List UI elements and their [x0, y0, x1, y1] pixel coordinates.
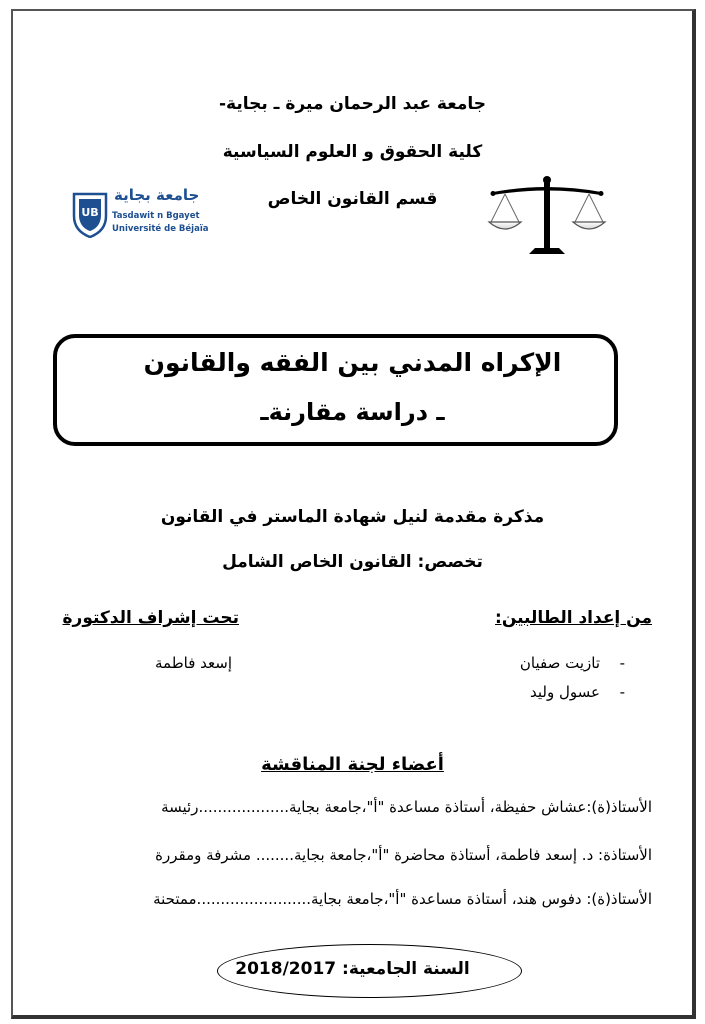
thesis-subtitle: ـ دراسة مقارنةـ: [260, 398, 445, 426]
committee-heading: أعضاء لجنة المناقشة: [261, 754, 444, 775]
svg-text:UB: UB: [81, 206, 99, 219]
supervisor-name: إسعد فاطمة: [154, 654, 232, 672]
committee-member: الأستاذة: د. إسعد فاطمة، أستاذة محاضرة "أ"،جامعة بجاية........ مشرفة ومقررة: [155, 846, 652, 864]
committee-member: الأستاذ(ة):عشاش حفيظة، أستاذة مساعدة "أ"،جامعة بجاية...................رئيسة: [161, 798, 652, 816]
student-bullet: -: [619, 654, 625, 672]
thesis-title: الإكراه المدني بين الفقه والقانون: [143, 348, 562, 377]
students-heading: من إعداد الطالبين:: [495, 608, 652, 628]
logo-arabic-text: جامعة بجاية: [114, 186, 200, 204]
department-name: قسم القانون الخاص: [267, 189, 438, 209]
university-name: جامعة عبد الرحمان ميرة ـ بجاية-: [218, 94, 486, 114]
university-shield-icon: [70, 190, 110, 238]
academic-year: السنة الجامعية: 2018/2017: [235, 959, 470, 979]
scales-of-justice-icon: [485, 174, 610, 259]
student-bullet: -: [619, 683, 625, 701]
university-logo: [70, 186, 209, 244]
thesis-purpose: مذكرة مقدمة لنيل شهادة الماستر في القانون: [160, 507, 545, 527]
supervisor-heading: تحت إشراف الدكتورة: [62, 608, 239, 628]
logo-line1: Tasdawit n Bgayet: [112, 211, 200, 221]
student-name: تازيت صفيان: [519, 654, 600, 672]
faculty-name: كلية الحقوق و العلوم السياسية: [222, 142, 483, 162]
committee-member: الأستاذ(ة): دفوس هند، أستاذة مساعدة "أ"،جامعة بجاية........................ممتحنة: [153, 890, 652, 908]
logo-line2: Université de Béjaïa: [112, 224, 209, 234]
thesis-specialty: تخصص: القانون الخاص الشامل: [222, 552, 483, 572]
student-name: عسول وليد: [530, 683, 600, 701]
